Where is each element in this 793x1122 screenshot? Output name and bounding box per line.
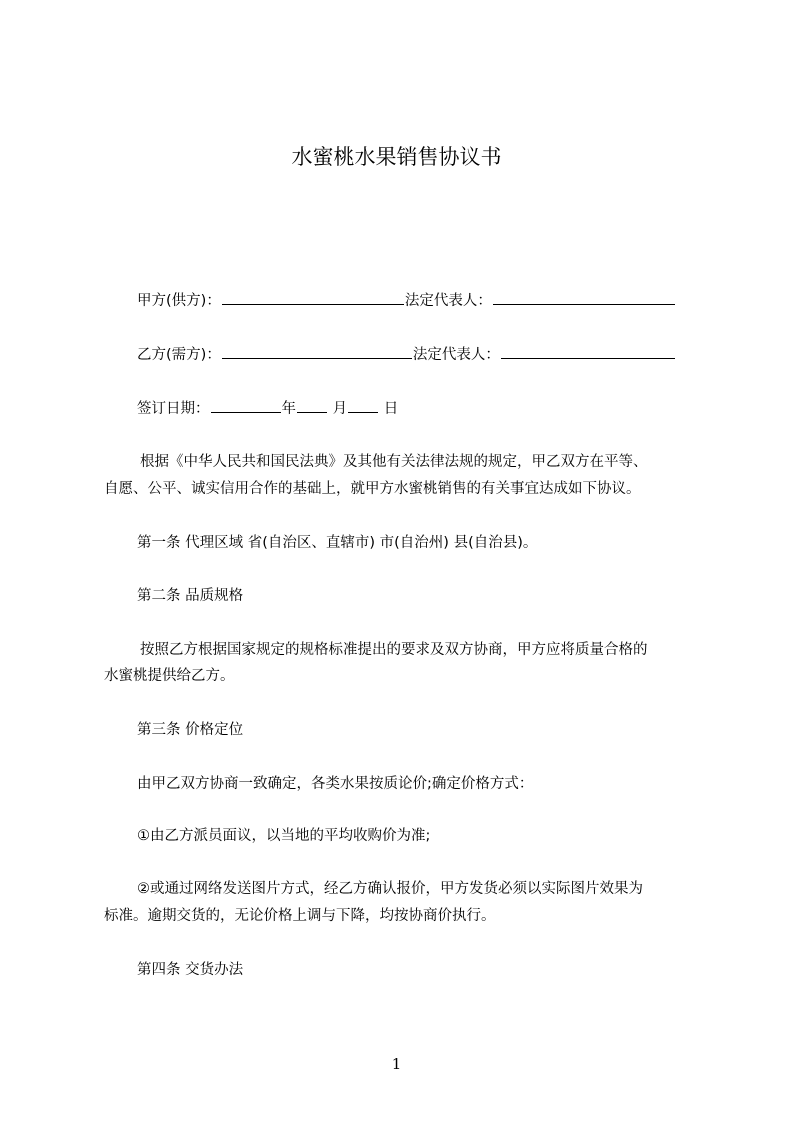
sign-date-label: 签订日期： — [137, 401, 210, 417]
day-label: 日 — [383, 401, 399, 417]
party-b-label: 乙方(需方)： — [137, 347, 221, 363]
article-2-heading: 第二条 品质规格 — [137, 588, 244, 604]
year-blank[interactable] — [211, 398, 281, 413]
party-a-rep-label: 法定代表人： — [404, 293, 492, 309]
party-a-blank[interactable] — [222, 290, 404, 305]
article-3-heading: 第三条 价格定位 — [137, 722, 244, 738]
party-a-rep-blank[interactable] — [493, 290, 675, 305]
month-blank[interactable] — [297, 398, 327, 413]
month-label: 月 — [332, 401, 348, 417]
party-b-rep-blank[interactable] — [501, 344, 675, 359]
pricing-item-2-line-2: 标准。逾期交货的，无论价格上调与下降，均按协商价执行。 — [104, 908, 496, 924]
day-blank[interactable] — [348, 398, 378, 413]
article-4-heading: 第四条 交货办法 — [137, 962, 244, 978]
party-a-label: 甲方(供方)： — [137, 293, 221, 309]
article-1: 第一条 代理区域 省(自治区、直辖市) 市(自治州) 县(自治县)。 — [137, 535, 538, 551]
page-number: 1 — [391, 1055, 402, 1073]
article-3-body: 由甲乙双方协商一致确定，各类水果按质论价;确定价格方式： — [137, 776, 534, 792]
party-b-blank[interactable] — [222, 344, 412, 359]
party-b-line — [137, 344, 676, 365]
pricing-item-2-line-1: ②或通过网络发送图片方式，经乙方确认报价，甲方发货必须以实际图片效果为 — [137, 881, 643, 897]
intro-line-2: 自愿、公平、诚实信用合作的基础上，就甲方水蜜桃销售的有关事宜达成如下协议。 — [104, 481, 641, 497]
document-title: 水蜜桃水果销售协议书 — [291, 145, 502, 169]
intro-line-1: 根据《中华人民共和国民法典》及其他有关法律法规的规定，甲乙双方在平等、 — [140, 454, 648, 470]
party-a-line — [137, 290, 676, 311]
party-b-rep-label: 法定代表人： — [412, 347, 500, 363]
sign-date-line — [137, 398, 398, 419]
article-2-body-2: 水蜜桃提供给乙方。 — [104, 668, 235, 684]
article-2-body-1: 按照乙方根据国家规定的规格标准提出的要求及双方协商，甲方应将质量合格的 — [140, 642, 648, 658]
pricing-item-1: ①由乙方派员面议，以当地的平均收购价为准; — [137, 828, 431, 844]
year-label: 年 — [281, 401, 296, 417]
